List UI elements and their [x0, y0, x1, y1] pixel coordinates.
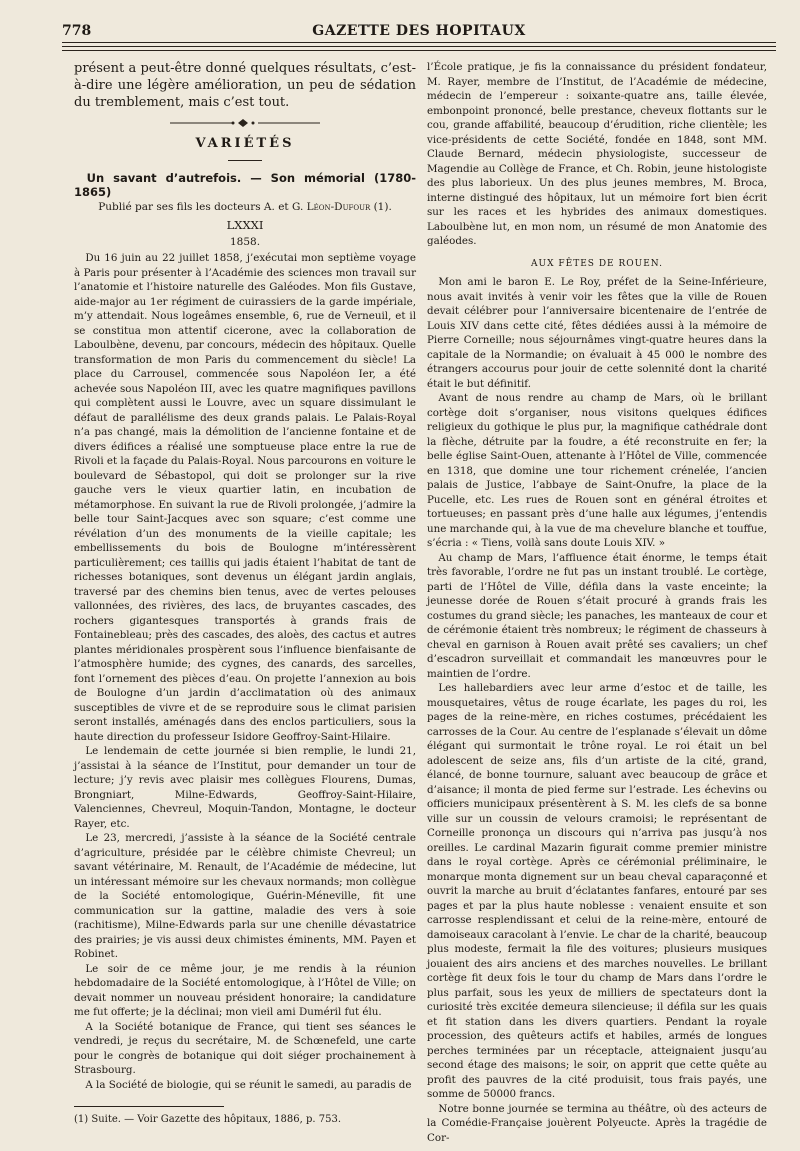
footnote-rule — [74, 1106, 224, 1107]
page-number: 778 — [62, 23, 92, 39]
lead-paragraph: présent a peut-être donné quelques résultats, c’est-à-dire une légère amélioration, un peu de sédation du tremblement, mais c’est tout. — [74, 61, 416, 110]
body-paragraph: Au champ de Mars, l’affluence était énorme, le temps était très favorable, l’ordre ne fut pas un instant troublé. Le cortège, parti de l’Hôtel de Ville, défila dans la vaste enceinte; la jeunesse dorée de Rouen s’était procuré à grands frais les costumes du grand siècle; les panaches, les manteaux de cour et de cérémonie étaient très nombreux; le régiment de chasseurs à cheval en garnison à Rouen avait prêté ses cavaliers; un chef d’escadron surveillait et commandait les manœuvres pour le maintien de l’ordre. — [427, 551, 767, 680]
body-paragraph: Avant de nous rendre au champ de Mars, où le brillant cortège doit s’organiser, nous visitons quelques édifices religieux du gothique le plus pur, la magnifique cathédrale dont la flèche, détruite par la foudre, a été reconstruite en fer; la belle église Saint-Ouen, attenante à l’Hôtel de Ville, commencée en 1318, que domine une tour richement crénelée, l’ancien palais de Justice, l’abbaye de Saint-Onufre, la place de la Pucelle, etc. Les rues de Rouen sont en général étroites et tortueuses; en passant près d’une halle aux légumes, j’entendis une marchande qui, à la vue de ma chevelure blanche et touffue, s’écria : « Tiens, voilà sans doute Louis XIV. » — [427, 392, 767, 549]
body-paragraph: Du 16 juin au 22 juillet 1858, j’exécutai mon septième voyage à Paris pour présenter à l’Académie des sciences mon travail sur l’anatomie et l’histoire naturelle des Galéodes. Mon fils Gustave, aide-major au 1er régiment de cuirassiers de la garde impériale, m’y attendait. Nous logeâmes ensemble, 6, rue de Verneuil, et il se constitua mon attentif cicerone, avec la collaboration de Laboulbène, devenu, par concours, médecin des hôpitaux. Quelle transformation de mon Paris du commencement du siècle! La place du Carrousel, commencée sous Napoléon Ier, a été achevée sous Napoléon III, avec les quatre magnifiques pavillons qui complètent aussi le Louvre, avec un square dissimulant le défaut de parallélisme des deux grands palais. Le Palais-Royal n’a pas changé, mais la démolition de l’ancienne fontaine et de divers édifices a réalisé une somptueuse place entre la rue de Rivoli et la façade du Palais-Royal. Nous parcourons en voiture le boulevard de Sébastopol, qui doit se prolonger sur la rive gauche vers le vieux quartier latin, en incubation de métamorphose. En suivant la rue de Rivoli prolongée, j’admire la belle tour Saint-Jacques avec son square; c’est comme une révélation d’un des monuments de la vieille capitale; les embellissements du bois de Boulogne m’intéressèrent particulièrement; ces taillis qui jadis étaient l’habitat de tant de richesses botaniques, sont devenus un élégant jardin anglais, traversé par des chemins bien tenus, avec de vertes pelouses vallonnées, des rivières, des lacs, de bruyantes cascades, des rochers gigantesques transportés à grands frais de Fontainebleau; près des cascades, des aloès, des cactus et autres plantes méridionales prospèrent sous l’influence bienfaisante de l’atmosphère humide; des cygnes, des canards, des sarcelles, font l’ornement des pièces d’eau. On projette l’annexion au bois de Boulogne d’un jardin d’acclimatation où des animaux susceptibles de vivre et de se reproduire sous le climat parisien seront installés, aménagés dans des enclos particuliers, sous la haute direction du professeur Isidore Geoffroy-Saint-Hilaire. — [74, 252, 416, 743]
body-paragraph: Notre bonne journée se termina au théâtre, où des acteurs de la Comédie-Française jouèrent Polyeucte. Après la tragédie de Cor- — [427, 1102, 767, 1144]
footnote: (1) Suite. — Voir Gazette des hôpitaux, 1886, p. 753. — [74, 1114, 341, 1125]
right-column — [427, 60, 767, 1151]
chapter-number: LXXXI — [226, 218, 264, 232]
subsection-heading: AUX FÊTES DE ROUEN. — [531, 258, 663, 269]
body-paragraph: Le lendemain de cette journée si bien remplie, le lundi 21, j’assistai à la séance de l’Institut, pour demander un tour de lecture; j’y revis avec plaisir mes collègues Flourens, Dumas, Brongniart, Milne-Edwards, Geoffroy-Saint-Hilaire, Valenciennes, Chevreul, Moquin-Tandon, Montagne, le docteur Rayer, etc. — [74, 745, 416, 830]
body-paragraph: Le soir de ce même jour, je me rendis à la réunion hebdomadaire de la Société entomologique, à l’Hôtel de Ville; on devait nommer un nouveau président honoraire; la candidature me fut offerte; je la déclinai; mon vieil ami Duméril fut élu. — [74, 962, 416, 1018]
body-paragraph: Le 23, mercredi, j’assiste à la séance de la Société centrale d’agriculture, présidée par le célèbre chimiste Chevreul; un savant vétérinaire, M. Renault, de l’Académie de médecine, lut un intéressant mémoire sur les chevaux normands; mon collègue de la Société entomologique, Guérin-Méneville, fit une communication sur la gattine, maladie des vers à soie (rachitisme), Milne-Edwards parla sur une chenille dévastatrice des prairies; je vis aussi deux chimistes éminents, MM. Payen et Robinet. — [74, 832, 416, 960]
page-header — [62, 20, 776, 43]
byline-prefix: Publié par ses fils les docteurs A. et G. — [98, 200, 307, 213]
body-paragraph: Les hallebardiers avec leur arme d’estoc et de taille, les mousquetaires, vêtus de rouge écarlate, les pages du roi, les pages de la reine-mère, en riches costumes, précédaient les carrosses de la Cour. Au centre de l’esplanade s’élevait un dôme élégant qui surmontait le trône royal. Le roi était un bel adolescent de seize ans, fils d’un artiste de la cité, grand, élancé, de bonne tournure, saluant avec beaucoup de grâce et d’aisance; il monta de pied ferme sur l’estrade. Les échevins ou officiers municipaux présentèrent à S. M. les clefs de sa bonne ville sur un coussin de velours cramoisi; le représentant de Corneille prononça un discours qui n’arriva pas jusqu’à nos oreilles. Le cardinal Mazarin figurait comme premier ministre dans le royal cortège. Après ce cérémonial préliminaire, le monarque monta dignement sur un beau cheval caparaçonné et ouvrit la marche au bruit d’éclatantes fanfares, entouré par ses pages et par la plus haute noblesse : venaient ensuite et son carrosse resplendissant et celui de la reine-mère, entouré de damoiseaux caracolant à l’envie. Le char de la charité, beaucoup plus modeste, fermait la file des voitures; plusieurs musiques jouaient des airs anciens et des marches nouvelles. Le brillant cortège fit deux fois le tour du champ de Mars dans l’ordre le plus parfait, sous les yeux de milliers de spectateurs dont la curiosité très excitée demeura silencieuse; il défila sur les quais et fit station dans les divers quartiers. Pendant la royale procession, des quêteurs actifs et habiles, armés de longues perches terminées par un réceptacle, atteignaient jusqu’au second étage des maisons; le soir, on apprit que cette quête au profit des pauvres de la cité produisit, tous frais payés, une somme de 50000 francs. — [427, 682, 767, 1100]
left-column — [74, 60, 416, 1151]
byline-name: Léon-Dufour — [306, 200, 371, 213]
section-rule — [228, 160, 262, 161]
header-rule — [62, 46, 776, 47]
body-paragraph: A la Société de biologie, qui se réunit le samedi, au paradis de — [85, 1078, 412, 1091]
byline-suffix: (1). — [370, 200, 392, 213]
body-paragraph: Mon ami le baron E. Le Roy, préfet de la Seine-Inférieure, nous avait invités à venir voir les fêtes que la ville de Rouen devait célébrer pour l’anniversaire bicentenaire de l’entrée de Louis XIV dans cette cité, fêtes dédiées aussi à la mémoire de Pierre Corneille; nous séjournâmes vingt-quatre heures dans la capitale de la Normandie; on évaluait à 45 000 le nombre des étrangers accourus pour jouir de cette solennité dont la charité était le but définitif. — [427, 276, 767, 390]
byline — [74, 200, 416, 215]
ornament-divider — [74, 117, 416, 129]
body-paragraph: l’École pratique, je fis la connaissance du président fondateur, M. Rayer, membre de l’Institut, de l’Académie de médecine, médecin de l’empereur : soixante-quatre ans, taille élevée, embonpoint prononcé, belle prestance, cheveux flottants sur le cou, grande affabilité, beaucoup d’érudition, riche clientèle; les vice-présidents de cette Société, fondée en 1848, sont MM. Claude Bernard, médecin physiologiste, successeur de Magendie au Collège de France, et Ch. Robin, jeune histologiste des plus laborieux. Un des plus jeunes membres, M. Broca, interne distingué des hôpitaux, lut un mémoire fort bien écrit sur les races et les hybrides des animaux domestiques. Laboulbène lut, en mon nom, un résumé de mon Anatomie des galéodes. — [427, 61, 767, 247]
chapter-year: 1858. — [229, 235, 261, 248]
header-rule — [62, 50, 776, 51]
body-paragraph: A la Société botanique de France, qui tient ses séances le vendredi, je reçus du secrétaire, M. de Schœnefeld, une carte pour le congrès de botanique qui doit siéger prochainement à Strasbourg. — [74, 1020, 416, 1076]
article-title: Un savant d’autrefois. — Son mémorial (1780-1865) — [74, 170, 416, 199]
section-title: VARIÉTÉS — [195, 136, 295, 151]
journal-title: GAZETTE DES HOPITAUX — [312, 23, 526, 39]
